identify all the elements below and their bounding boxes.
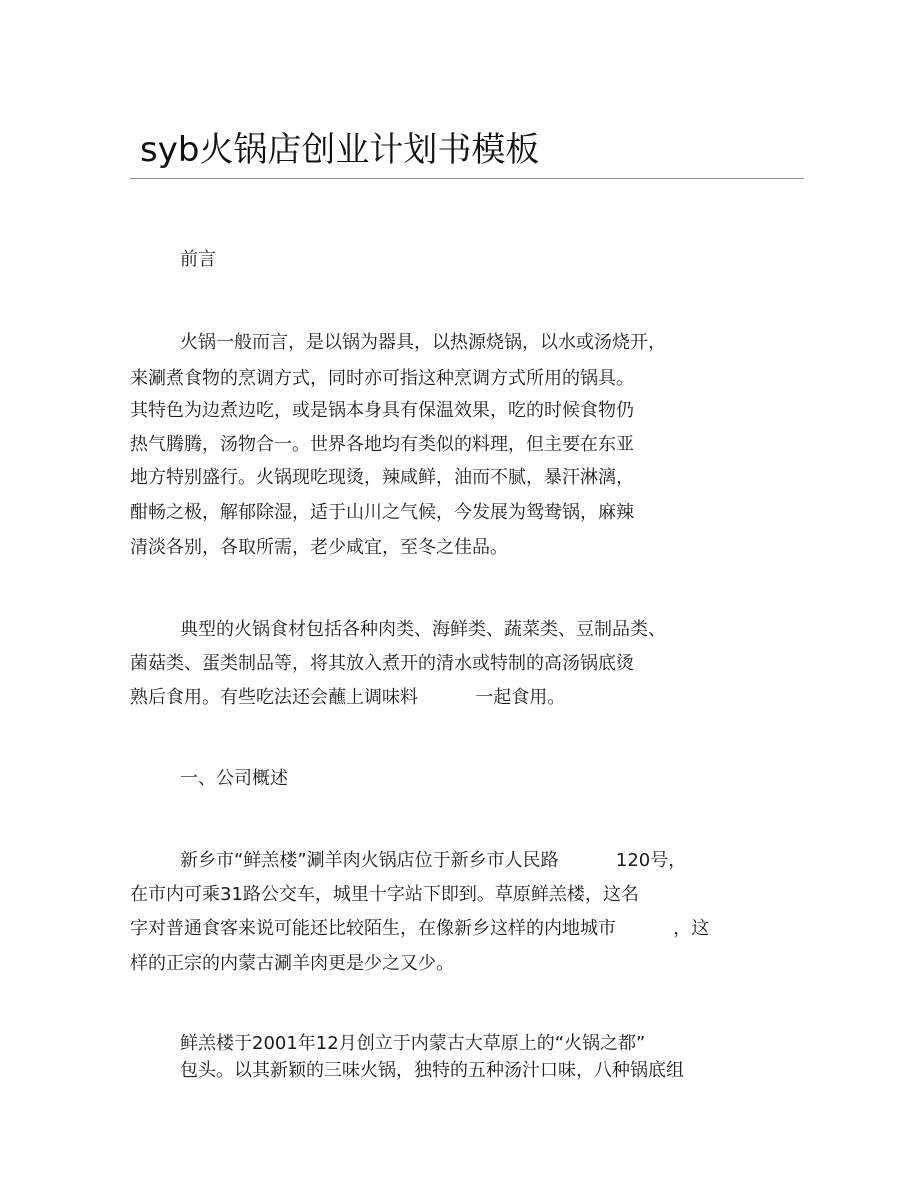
paragraph-line: 熟后食用。有些吃法还会蘸上调味料 一起食用。	[130, 687, 566, 708]
paragraph-line: 样的正宗的内蒙古涮羊肉更是少之又少。	[130, 953, 454, 974]
paragraph-line: 新乡市“鲜羔楼”涮羊肉火锅店位于新乡市人民路 120号，	[180, 850, 687, 871]
paragraph-line: 鲜羔楼于2001年12月创立于内蒙古大草原上的“火锅之都”	[180, 1033, 646, 1054]
paragraph-line: 地方特别盛行。火锅现吃现烫，辣咸鲜，油而不腻，暴汗淋漓，	[130, 467, 634, 488]
title-divider	[130, 178, 804, 179]
paragraph-line: 火锅一般而言，是以锅为器具，以热源烧锅，以水或汤烧开，	[180, 332, 666, 353]
document-title: syb火锅店创业计划书模板	[140, 130, 540, 170]
paragraph-line: 其特色为边煮边吃，或是锅本身具有保温效果，吃的时候食物仍	[130, 400, 634, 421]
paragraph-line: 包头。以其新颖的三味火锅，独特的五种汤汁口味，八种锅底组	[180, 1060, 684, 1081]
section-heading-company-overview: 一、公司概述	[180, 768, 288, 789]
paragraph-line: 热气腾腾，汤物合一。世界各地均有类似的料理，但主要在东亚	[130, 434, 634, 455]
paragraph-line: 来涮煮食物的烹调方式，同时亦可指这种烹调方式所用的锅具。	[130, 368, 634, 389]
paragraph-line: 菌菇类、蛋类制品等，将其放入煮开的清水或特制的高汤锅底烫	[130, 653, 634, 674]
paragraph-line: 典型的火锅食材包括各种肉类、海鲜类、蔬菜类、豆制品类、	[180, 619, 666, 640]
paragraph-line: 酣畅之极，解郁除湿，适于山川之气候，今发展为鸳鸯锅，麻辣	[130, 502, 634, 523]
paragraph-line: 在市内可乘31路公交车，城里十字站下即到。草原鲜羔楼，这名	[130, 884, 639, 905]
paragraph-line: 字对普通食客来说可能还比较陌生，在像新乡这样的内地城市 ，这	[130, 918, 710, 939]
paragraph-line: 清淡各别，各取所需，老少咸宜，至冬之佳品。	[130, 537, 508, 558]
section-heading-preface: 前言	[180, 249, 216, 270]
